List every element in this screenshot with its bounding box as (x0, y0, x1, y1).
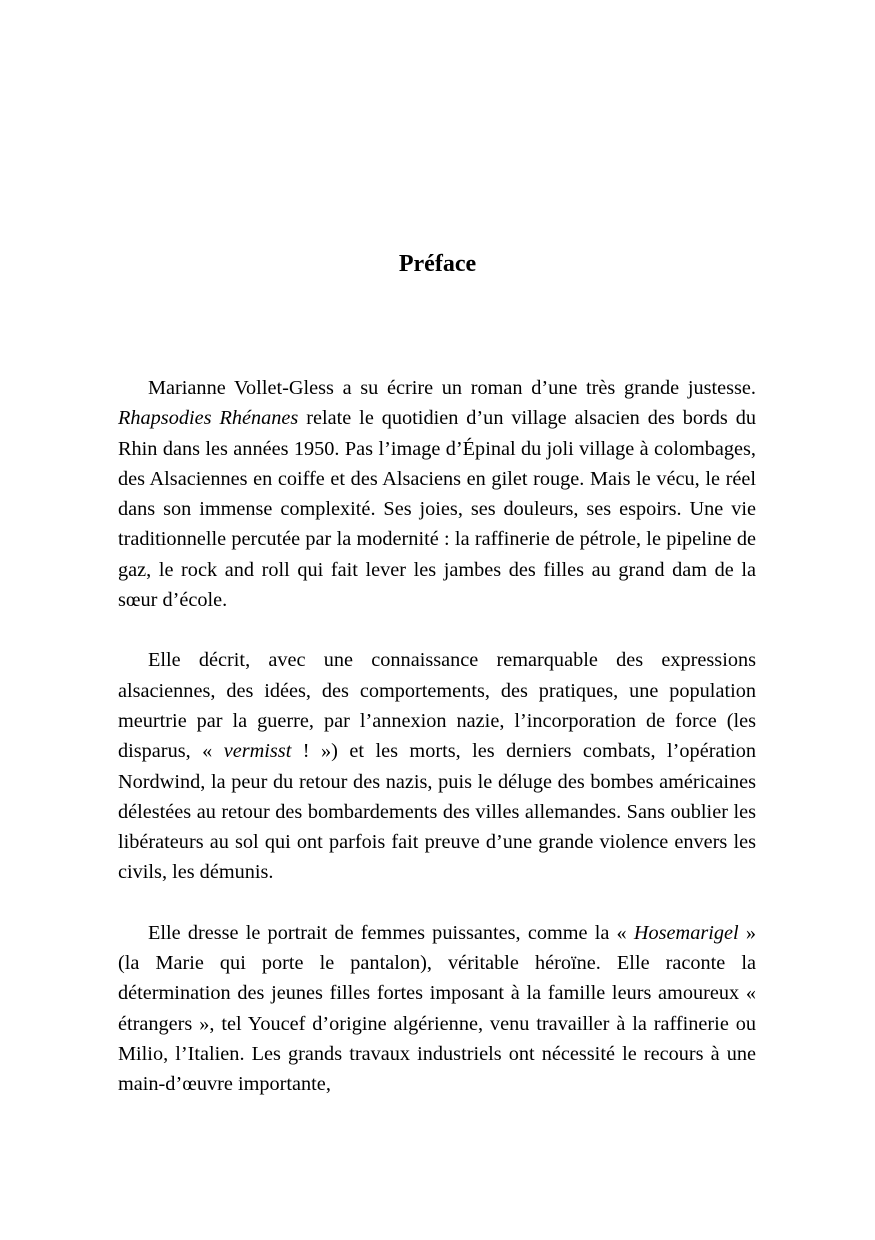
text-segment: Marianne Vollet-Gless a su écrire un roman d’une très grande justesse. (148, 377, 756, 399)
italic-term: Hosemarigel (633, 921, 739, 944)
text-segment: relate le quotidien d’un village alsacien des bords du Rhin dans les années 1950. Pas l’image d’Épinal du joli village à colombages, des Alsaciennes en coiffe et des Alsaciens en gilet rouge. Mais le vécu, le réel dans son immense complexité. Ses joies, ses douleurs, ses espoirs. Une vie traditionnelle percutée par la modernité : la raffinerie de pétrole, le pipeline de gaz, le rock and roll qui fait lever les jambes des filles au grand dam de la sœur d’école. (118, 407, 756, 612)
text-segment: Elle dresse le portrait de femmes puissantes, comme la « (148, 921, 634, 944)
text-segment: » (la Marie qui porte le pantalon), véritable héroïne. Elle raconte la détermination des jeunes filles fortes imposant à la famille leurs amoureux « étrangers », tel Youcef d’origine algérienne, venu travailler à la raffinerie ou Milio, l’Italien. Les grands travaux industriels ont nécessité le recours à une main-d’œuvre importante, (118, 921, 756, 1096)
book-title-italic: Rhapsodies Rhénanes (118, 407, 299, 430)
paragraph-2 (118, 645, 756, 887)
paragraph-1 (118, 373, 756, 615)
text-segment: ! ») et les morts, les derniers combats, l’opération Nordwind, la peur du retour des nazis, puis le déluge des bombes américaines délestées au retour des bombardements des villes allemandes. Sans oublier les libérateurs au sol qui ont parfois fait preuve d’une grande violence envers les civils, les démunis. (118, 740, 757, 884)
page-title: Préface (398, 251, 477, 277)
paragraph-3 (118, 918, 756, 1100)
preface-body (118, 373, 756, 1100)
italic-term: vermisst (223, 740, 292, 763)
text-segment: Elle décrit, avec une connaissance remarquable des expressions alsaciennes, des idées, des comportements, des pratiques, une population meurtrie par la guerre, par l’annexion nazie, l’incorporation de force (les disparus, « (118, 649, 756, 763)
